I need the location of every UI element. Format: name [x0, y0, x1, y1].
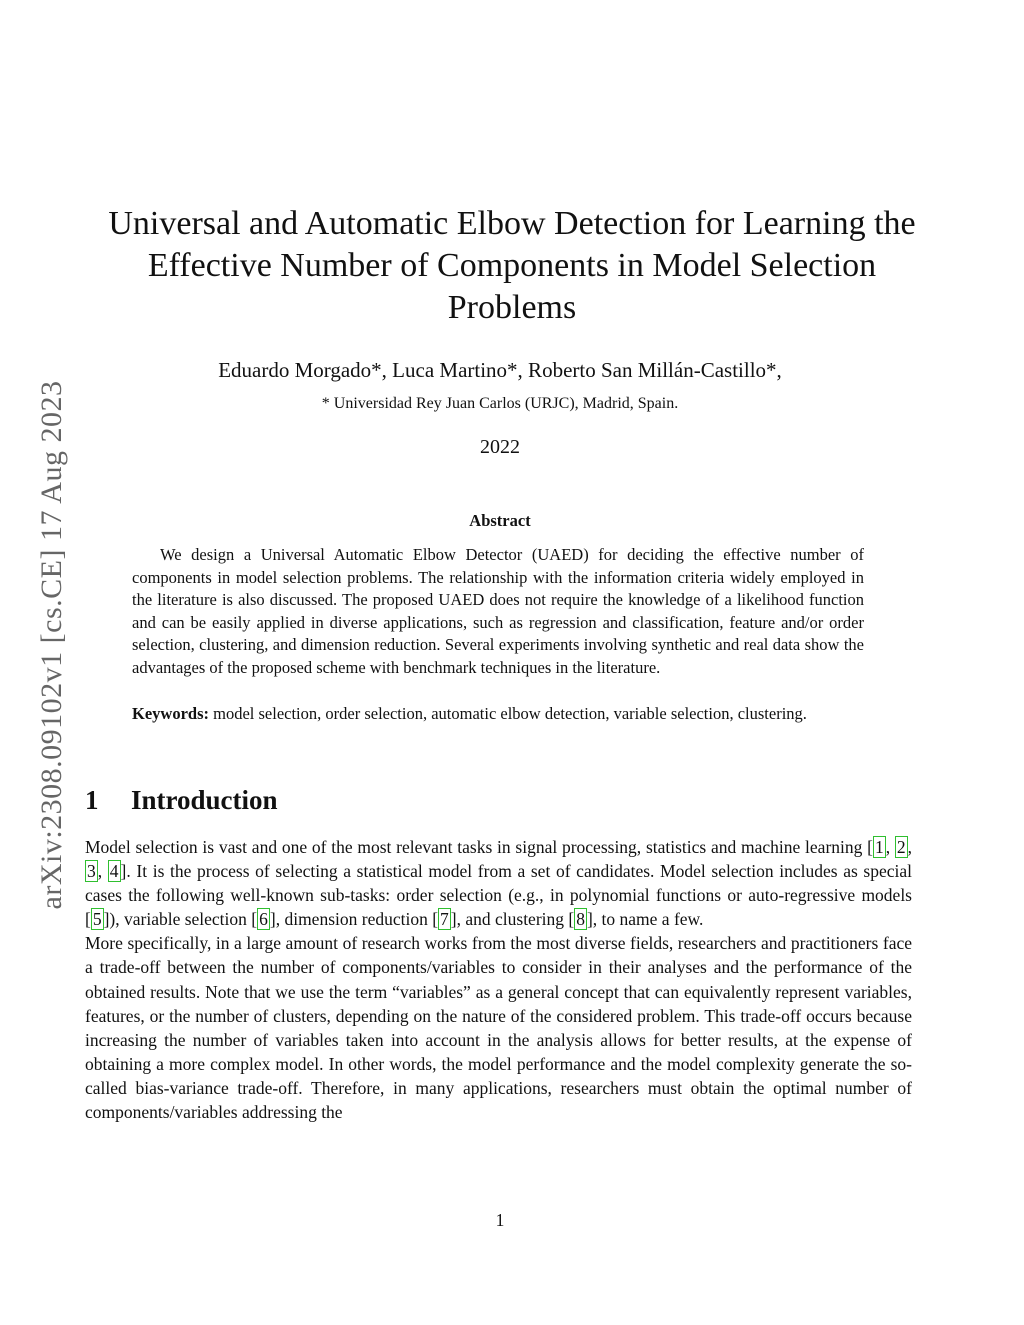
intro-text: ]), variable selection [: [103, 909, 258, 930]
intro-text: ], and clustering [: [450, 909, 575, 930]
keywords-text: model selection, order selection, automatic elbow detection, variable selection, clustering.: [209, 704, 807, 723]
citation-link[interactable]: 3: [87, 861, 96, 882]
intro-text: Model selection is vast and one of the most relevant tasks in signal processing, statistics and machine learning [: [85, 837, 873, 857]
citation-link[interactable]: 6: [259, 909, 268, 930]
citation-separator: ,: [97, 861, 108, 882]
title-line-3: Problems: [447, 289, 577, 326]
citation-link[interactable]: 1: [874, 837, 884, 857]
section-heading-introduction: [85, 782, 278, 818]
abstract-heading: Abstract: [469, 511, 531, 530]
author-list: Eduardo Morgado*, Luca Martino*, Roberto San Millán-Castillo*,: [218, 358, 782, 382]
section-title: Introduction: [131, 785, 278, 815]
keywords-label: Keywords:: [132, 704, 209, 723]
section-number: 1: [85, 785, 99, 815]
intro-text: ], dimension reduction [: [269, 909, 439, 930]
abstract-text: We design a Universal Automatic Elbow Detector (UAED) for deciding the effective number of components in model selection problems. The relationship with the information criteria widely employed in the literature is also discussed. The proposed UAED does not require the knowledge of a likelihood function and can be easily applied in diverse applications, such as regression and classification, feature and/or order selection, clustering, and dimension reduction. Several experiments involving synthetic and real data show the advantages of the proposed scheme with benchmark techniques in the literature.: [132, 545, 864, 677]
citation-link[interactable]: 7: [440, 909, 449, 930]
title-line-2: Effective Number of Components in Model Selection: [147, 247, 877, 284]
intro-text: ]. It is the process of selecting a statistical model from a set of candidates. Model selection includes as special cases the following well-known sub-tasks: order selection (e.g., in polynomial functions or auto-regressive models [: [85, 861, 913, 930]
intro-text: ], to name a few.: [586, 909, 704, 930]
page-number: 1: [495, 1210, 505, 1230]
publication-year: 2022: [480, 436, 520, 458]
title-line-1: Universal and Automatic Elbow Detection for Learning the: [108, 205, 916, 242]
citation-link[interactable]: 4: [109, 861, 119, 882]
intro-paragraph-2: More specifically, in a large amount of research works from the most diverse fields, researchers and practitioners face a trade-off between the number of components/variables to consider in their analyses and the performance of the obtained results. Note that we use the term “variables” as a general concept that can equivalently represent variables, features, or the number of clusters, depending on the nature of the considered problem. This trade-off occurs because increasing the number of variables taken into account in the analysis allows for better results, at the expense of obtaining a more complex model. In other words, the model performance and the model complexity generate the so-called bias-variance trade-off. Therefore, in many applications, researchers must obtain the optimal number of components/variables addressing the: [85, 933, 912, 1123]
citation-link[interactable]: 8: [576, 909, 585, 930]
citation-link[interactable]: 5: [92, 909, 102, 930]
keywords: [132, 703, 864, 726]
citation-link[interactable]: 2: [896, 837, 906, 857]
paper-title: [0, 203, 1024, 329]
affiliation: * Universidad Rey Juan Carlos (URJC), Madrid, Spain.: [321, 395, 679, 412]
arxiv-identifier: arXiv:2308.09102v1 [cs.CE] 17 Aug 2023: [35, 380, 68, 910]
citation-separator: ,: [907, 837, 912, 857]
citation-separator: ,: [885, 837, 895, 857]
intro-paragraph-1: [85, 835, 912, 1124]
